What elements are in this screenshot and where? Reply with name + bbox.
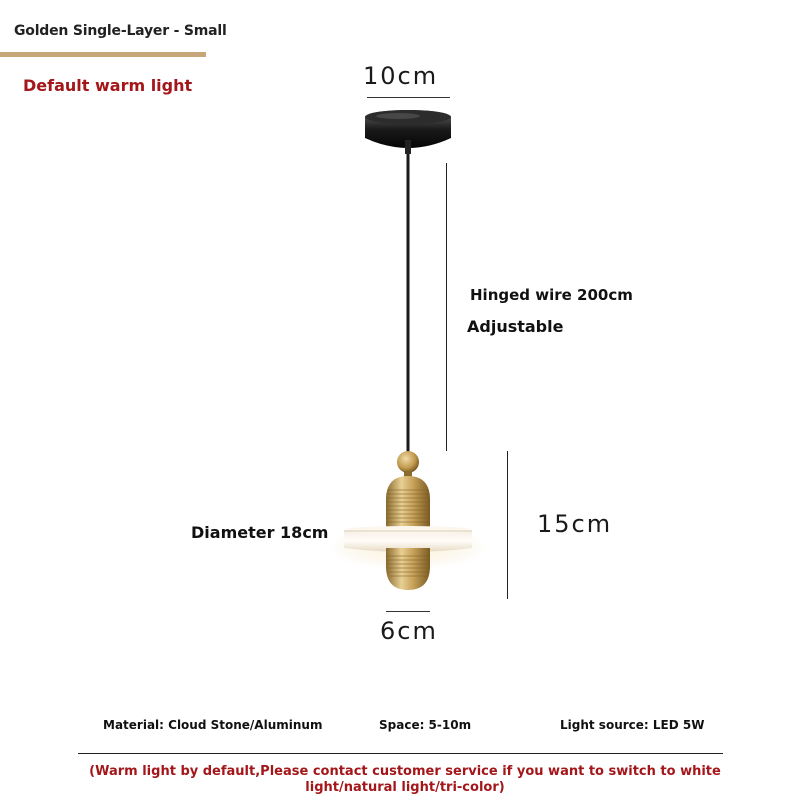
canopy-width-label: 10cm <box>363 62 439 90</box>
shade-height-line <box>507 451 508 599</box>
warm-light-label: Default warm light <box>23 76 193 95</box>
wire-length-label: Hinged wire 200cm <box>470 286 633 304</box>
footer-divider <box>78 753 723 754</box>
body-width-label: 6cm <box>380 617 438 645</box>
spec-material: Material: Cloud Stone/Aluminum <box>103 718 323 732</box>
product-variant-title: Golden Single-Layer - Small <box>14 23 227 39</box>
ceiling-canopy <box>365 110 451 154</box>
wire-length-line <box>446 163 447 451</box>
canopy-width-line <box>367 97 450 98</box>
disc-diameter-label: Diameter 18cm <box>191 523 329 542</box>
wire-adjustable-label: Adjustable <box>467 317 564 336</box>
spec-light-source: Light source: LED 5W <box>560 718 705 732</box>
light-color-note: (Warm light by default,Please contact customer service if you want to switch to white light/natural light/tri-color) <box>89 764 721 795</box>
spec-space: Space: 5-10m <box>379 718 472 732</box>
body-width-line <box>386 611 430 612</box>
shade-height-label: 15cm <box>537 510 613 538</box>
lamp-body <box>328 451 488 590</box>
